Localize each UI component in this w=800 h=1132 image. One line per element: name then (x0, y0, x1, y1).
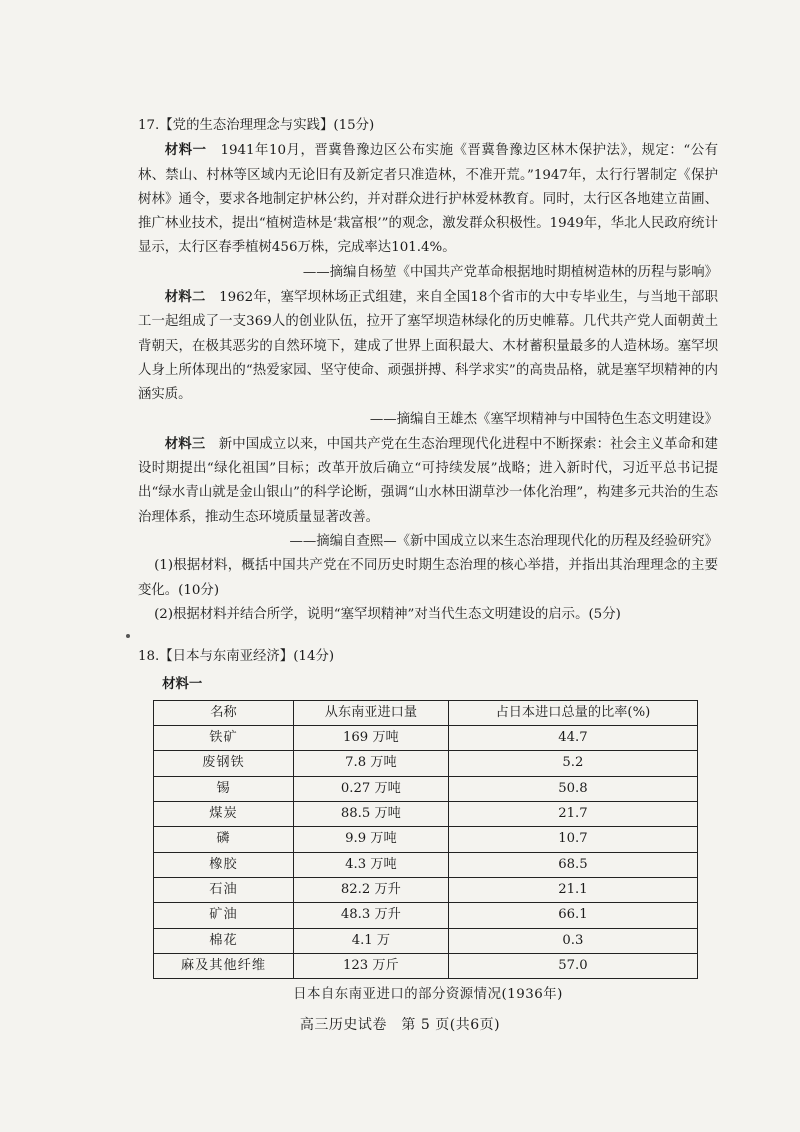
table-row (154, 827, 698, 852)
cell-ratio: 57.0 (448, 953, 697, 978)
table-row (154, 928, 698, 953)
table-row (154, 776, 698, 801)
column-header-name: 名称 (154, 700, 294, 725)
cell-ratio: 21.7 (448, 802, 697, 827)
table-row (154, 903, 698, 928)
cell-ratio: 50.8 (448, 776, 697, 801)
q17-subquestion-2: (2)根据材料并结合所学，说明“塞罕坝精神”对当代生态文明建设的启示。(5分) (154, 606, 621, 622)
cell-name: 石油 (154, 877, 294, 902)
margin-dot (126, 634, 130, 638)
table-row (154, 726, 698, 751)
column-header-ratio: 占日本进口总量的比率(%) (448, 700, 697, 725)
cell-import-amount: 4.3 万吨 (293, 852, 448, 877)
cell-import-amount: 0.27 万吨 (293, 776, 448, 801)
cell-name: 废钢铁 (154, 751, 294, 776)
cell-name: 磷 (154, 827, 294, 852)
cell-import-amount: 82.2 万升 (293, 877, 448, 902)
resource-import-table (153, 700, 698, 979)
table-row (154, 852, 698, 877)
cell-import-amount: 9.9 万吨 (293, 827, 448, 852)
cell-ratio: 44.7 (448, 726, 697, 751)
column-header-import: 从东南亚进口量 (293, 700, 448, 725)
q17-material-3 (138, 432, 718, 530)
page-content (138, 114, 718, 1007)
cell-ratio: 66.1 (448, 903, 697, 928)
material-source: ——摘编自查熙—《新中国成立以来生态治理现代化的历程及经验研究》 (289, 534, 718, 550)
cell-ratio: 68.5 (448, 852, 697, 877)
question-18-title: 18.【日本与东南亚经济】(14分) (138, 649, 335, 665)
material-source: ——摘编自王雄杰《塞罕坝精神与中国特色生态文明建设》 (369, 411, 718, 427)
table-caption: 日本自东南亚进口的部分资源情况(1936年) (293, 987, 563, 1003)
material-label: 材料三 (164, 435, 206, 452)
cell-import-amount: 123 万斤 (293, 953, 448, 978)
cell-import-amount: 88.5 万吨 (293, 802, 448, 827)
table-row (154, 802, 698, 827)
material-text: 1941年10月，晋冀鲁豫边区公布实施《晋冀鲁豫边区林木保护法》，规定：“公有林、禁山、村林等区域内无论旧有及新定者只准造林，不准开荒。”1947年，太行行署制定《保护树林》通令，要求各地制定护林公约，并对群众进行护林爱林教育。同时，太行区各地建立苗圃、推广林业技术，提出“植树造林是‘栽富根’”的观念，激发群众积极性。1949年，华北人民政府统计显示，太行区春季植树456万株，完成率达101.4%。 (138, 143, 719, 256)
table-row (154, 953, 698, 978)
cell-name: 锡 (154, 776, 294, 801)
q17-subquestion-1: (1)根据材料，概括中国共产党在不同历史时期生态治理的核心举措，并指出其治理理念的主要变化。(10分) (138, 558, 718, 598)
cell-name: 麻及其他纤维 (154, 953, 294, 978)
material-source: ——摘编自杨堃《中国共产党革命根据地时期植树造林的历程与影响》 (302, 264, 718, 280)
material-text: 新中国成立以来，中国共产党在生态治理现代化进程中不断探索：社会主义革命和建设时期提出“绿化祖国”目标；改革开放后确立“可持续发展”战略；进入新时代，习近平总书记提出“绿水青山就是金山银山”的科学论断，强调“山水林田湖草沙一体化治理”，构建多元共治的生态治理体系，推动生态环境质量显著改善。 (138, 436, 719, 525)
q17-material-1 (138, 138, 718, 260)
cell-ratio: 5.2 (448, 751, 697, 776)
cell-name: 煤炭 (154, 802, 294, 827)
cell-import-amount: 48.3 万升 (293, 903, 448, 928)
cell-ratio: 21.1 (448, 877, 697, 902)
cell-ratio: 0.3 (448, 928, 697, 953)
cell-import-amount: 7.8 万吨 (293, 751, 448, 776)
question-17-title: 17.【党的生态治理理念与实践】(15分) (138, 118, 375, 133)
cell-name: 橡胶 (154, 852, 294, 877)
material-label: 材料一 (164, 142, 207, 159)
material-text: 1962年，塞罕坝林场正式组建，来自全国18个省市的大中专毕业生，与当地干部职工一起组成了一支369人的创业队伍，拉开了塞罕坝造林绿化的历史帷幕。几代共产党人面朝黄土背朝天，在极其恶劣的自然环境下，建成了世界上面积最大、木材蓄积量最多的人造林场。塞罕坝人身上所体现出的“热爱家园、坚守使命、顽强拼搏、科学求实”的高贵品格，就是塞罕坝精神的内涵实质。 (138, 290, 718, 403)
table-body (154, 726, 698, 979)
table-row (154, 877, 698, 902)
table-header-row (154, 700, 698, 725)
table-row (154, 751, 698, 776)
q17-material-2 (138, 285, 718, 407)
cell-import-amount: 4.1 万 (293, 928, 448, 953)
q18-material-1-label: 材料一 (162, 675, 203, 692)
cell-ratio: 10.7 (448, 827, 697, 852)
cell-name: 棉花 (154, 928, 294, 953)
page-footer: 高三历史试卷 第 5 页(共6页) (299, 1017, 501, 1033)
cell-name: 铁矿 (154, 726, 294, 751)
material-label: 材料二 (164, 289, 206, 306)
cell-name: 矿油 (154, 903, 294, 928)
cell-import-amount: 169 万吨 (293, 726, 448, 751)
